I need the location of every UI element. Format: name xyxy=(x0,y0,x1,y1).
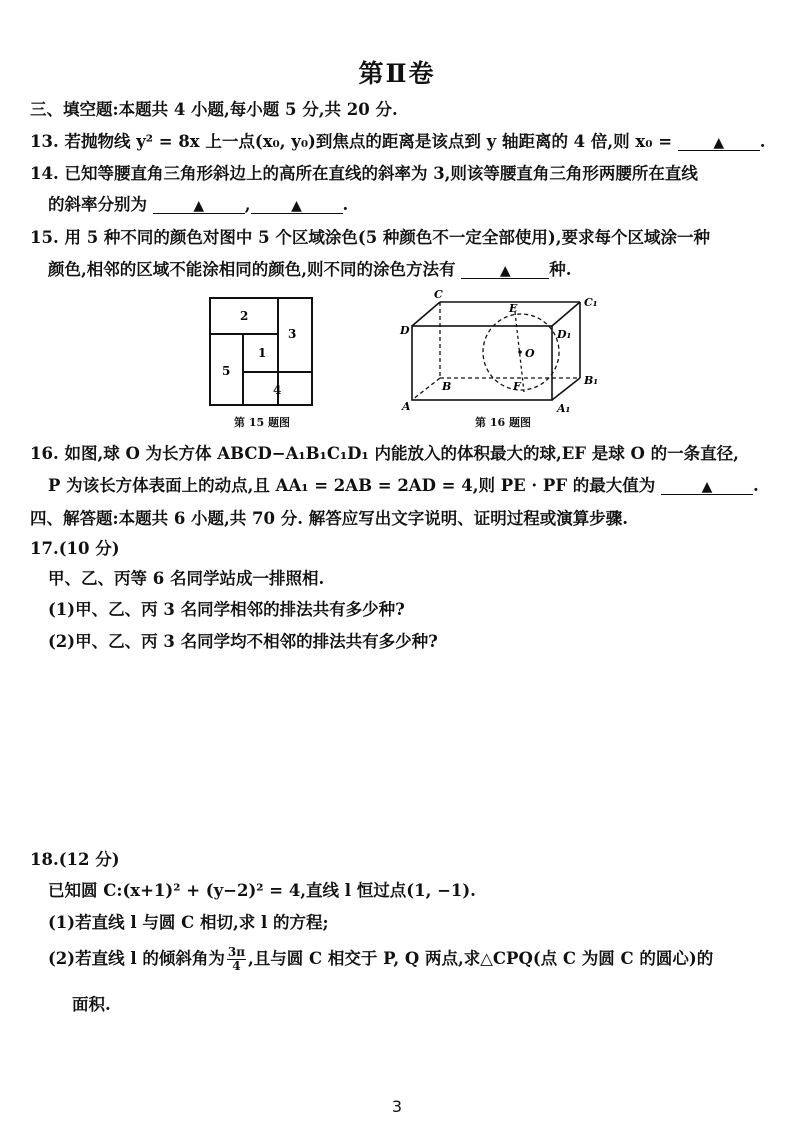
q16-triangle: ▲ xyxy=(701,479,713,495)
question-17-stem: 甲、乙、丙等 6 名同学站成一排照相. xyxy=(48,569,325,588)
figure-16 xyxy=(398,288,608,416)
fig16-edge-hidden xyxy=(412,378,440,400)
fig16-label-c: C xyxy=(434,288,443,301)
fig16-label-b1: B₁ xyxy=(584,374,599,387)
question-15-line2 xyxy=(48,259,794,281)
question-18-sub2-line2: 面积. xyxy=(72,995,111,1014)
q18-sub2-prefix: (2)若直线 l 的倾斜角为 xyxy=(48,949,225,968)
fig16-label-d1: D₁ xyxy=(557,328,572,341)
figure-15 xyxy=(206,294,318,412)
question-14-line2 xyxy=(48,194,794,216)
question-17-header: 17.(10 分) xyxy=(30,539,120,558)
q18-fraction-denominator: 4 xyxy=(232,959,241,973)
fig16-label-o: O xyxy=(525,347,535,360)
q14-answer-blank-2[interactable] xyxy=(251,194,343,214)
q14-triangle-1: ▲ xyxy=(193,198,205,214)
q15-prefix: 颜色,相邻的区域不能涂相同的颜色,则不同的涂色方法有 xyxy=(48,260,456,279)
fig16-label-c1: C₁ xyxy=(584,296,598,309)
question-13 xyxy=(30,131,785,153)
section-title: 第Ⅱ卷 xyxy=(358,59,436,88)
question-18-sub1: (1)若直线 l 与圆 C 相切,求 l 的方程; xyxy=(48,913,329,932)
q18-sub2-suffix: ,且与圆 C 相交于 P, Q 两点,求△CPQ(点 C 为圆 C 的圆心)的 xyxy=(248,949,714,968)
q15-end: 种. xyxy=(549,260,572,279)
fig16-label-d: D xyxy=(400,324,410,337)
q13-triangle: ▲ xyxy=(713,135,725,151)
fig16-label-e: E xyxy=(509,302,518,315)
fig16-label-b: B xyxy=(442,380,452,393)
question-15-line1: 15. 用 5 种不同的颜色对图中 5 个区域涂色(5 种颜色不一定全部使用),要求每个区域涂一种 xyxy=(30,228,710,247)
q18-fraction-numerator: 3π xyxy=(227,945,245,959)
question-14-line1: 14. 已知等腰直角三角形斜边上的高所在直线的斜率为 3,则该等腰直角三角形两腰所在直线 xyxy=(30,164,698,183)
q13-end: . xyxy=(759,132,766,151)
fig16-edge xyxy=(412,302,440,326)
fig16-label-f: F xyxy=(513,380,521,393)
q13-answer-blank[interactable] xyxy=(678,131,760,151)
fig16-center-dot xyxy=(518,350,522,354)
fig15-region-3: 3 xyxy=(288,327,297,341)
question-18-stem: 已知圆 C:(x+1)² + (y−2)² = 4,直线 l 恒过点(1, −1). xyxy=(48,881,476,900)
q13-text: 13. 若抛物线 y² = 8x 上一点(x₀, y₀)到焦点的距离是该点到 y 轴距离的 4 倍,则 x₀ = xyxy=(30,132,673,151)
q16-end: . xyxy=(753,476,759,495)
fig16-edge xyxy=(552,378,580,400)
fig15-region-5: 5 xyxy=(222,364,231,378)
question-18-sub2 xyxy=(48,946,794,973)
q15-triangle: ▲ xyxy=(499,263,511,279)
q14-end: . xyxy=(342,195,349,214)
q16-answer-blank[interactable] xyxy=(661,475,753,495)
fig16-caption: 第 16 题图 xyxy=(475,416,531,429)
part4-heading: 四、解答题:本题共 6 小题,共 70 分. 解答应写出文字说明、证明过程或演算步骤. xyxy=(30,509,628,528)
q15-answer-blank[interactable] xyxy=(461,259,549,279)
fig16-label-a: A xyxy=(402,400,411,413)
fig15-caption: 第 15 题图 xyxy=(234,416,290,429)
q16-prefix: P 为该长方体表面上的动点,且 AA₁ = 2AB = 2AD = 4,则 PE · PF 的最大值为 xyxy=(48,476,656,495)
fig16-edge xyxy=(552,302,580,326)
q18-fraction xyxy=(227,946,246,973)
q14-triangle-2: ▲ xyxy=(291,198,302,214)
question-17-sub1: (1)甲、乙、丙 3 名同学相邻的排法共有多少种? xyxy=(48,600,405,619)
page-number: 3 xyxy=(391,1097,403,1116)
question-17-sub2: (2)甲、乙、丙 3 名同学均不相邻的排法共有多少种? xyxy=(48,632,438,651)
fig15-region-4: 4 xyxy=(273,383,282,397)
fig15-region-1: 1 xyxy=(258,346,267,360)
fig15-region-2: 2 xyxy=(240,309,249,323)
question-18-header: 18.(12 分) xyxy=(30,850,120,869)
q14-prefix: 的斜率分别为 xyxy=(48,195,147,214)
part3-heading: 三、填空题:本题共 4 小题,每小题 5 分,共 20 分. xyxy=(30,100,398,119)
q14-sep: , xyxy=(244,195,251,214)
question-16-line2 xyxy=(48,475,794,497)
q14-answer-blank-1[interactable] xyxy=(153,194,245,214)
question-16-line1: 16. 如图,球 O 为长方体 ABCD−A₁B₁C₁D₁ 内能放入的体积最大的球,EF 是球 O 的一条直径, xyxy=(30,444,739,463)
fig16-label-a1: A₁ xyxy=(557,402,571,415)
